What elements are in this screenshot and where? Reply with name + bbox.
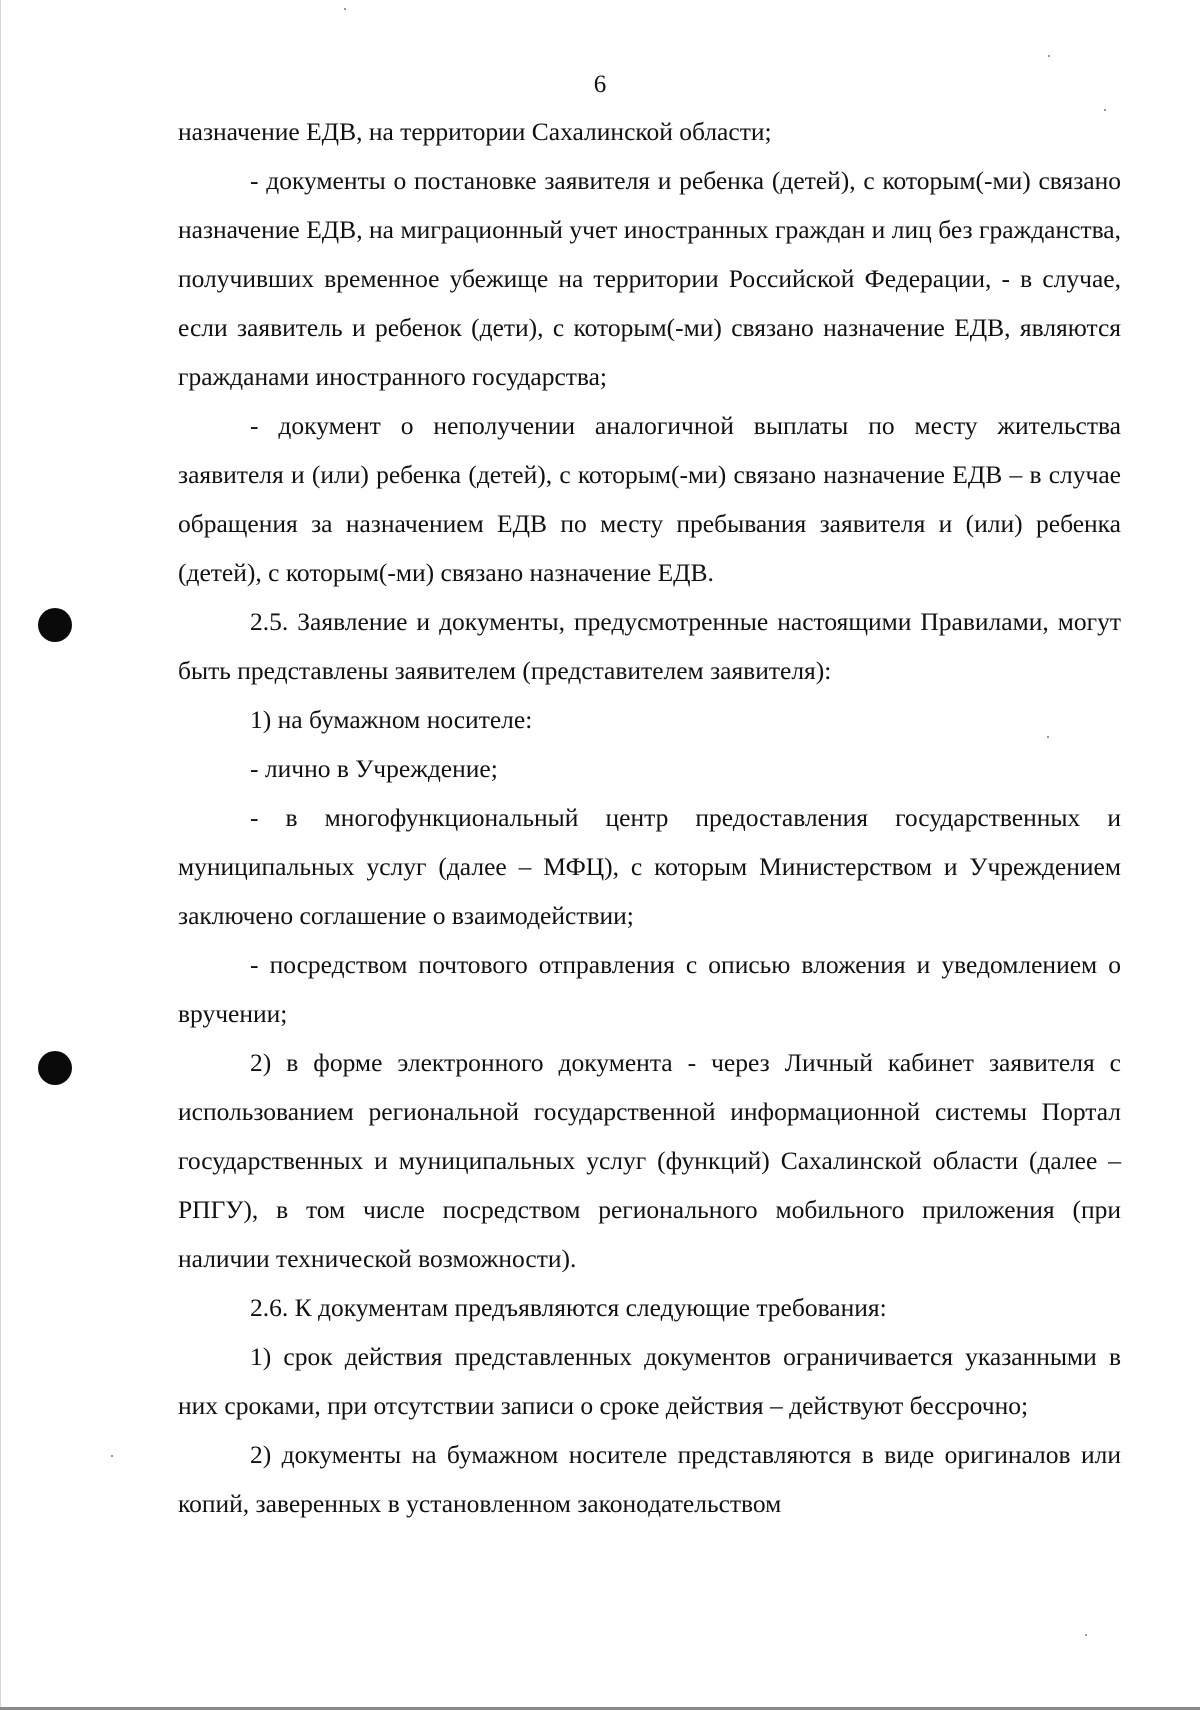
paragraph: - в многофункциональный центр предоставления государственных и муниципальных услуг (далее – МФЦ), с которым Министерством и Учреждением заключено соглашение о взаимодействии; — [178, 803, 1121, 930]
paragraph: 2.5. Заявление и документы, предусмотренные настоящими Правилами, могут быть представлены заявителем (представителем заявителя): — [178, 607, 1121, 685]
page-number: 6 — [593, 71, 607, 98]
paragraph: 2) документы на бумажном носителе представляются в виде оригиналов или копий, заверенных в установленном законодательством — [178, 1440, 1121, 1518]
scan-speck — [1085, 1634, 1087, 1636]
scan-speck — [1048, 55, 1050, 57]
punch-hole — [38, 1051, 72, 1085]
scan-margin-line — [0, 0, 1, 1710]
paragraph: - документ о неполучении аналогичной выплаты по месту жительства заявителя и (или) ребенка (детей), с которым(-ми) связано назначение ЕДВ – в случае обращения за назначением ЕДВ по месту пребывания заявителя и (или) ребенка (детей), с которым(-ми) связано назначение ЕДВ. — [178, 411, 1121, 587]
paragraph: 2) в форме электронного документа - через Личный кабинет заявителя с использованием региональной государственной информационной системы Портал государственных и муниципальных услуг (функций) Сахалинской области (далее – РПГУ), в том числе посредством регионального мобильного приложения (при наличии технической возможности). — [178, 1048, 1121, 1273]
scan-speck — [1047, 736, 1049, 738]
paragraph: - лично в Учреждение; — [250, 754, 498, 783]
paragraph: назначение ЕДВ, на территории Сахалинской области; — [178, 117, 772, 146]
scan-speck — [111, 1455, 113, 1457]
punch-hole — [38, 608, 72, 642]
scan-speck — [344, 8, 346, 10]
paragraph: 1) на бумажном носителе: — [250, 705, 533, 734]
paragraph: 2.6. К документам предъявляются следующие требования: — [250, 1293, 887, 1322]
scan-speck — [1104, 109, 1106, 111]
paragraph: 1) срок действия представленных документов ограничивается указанными в них сроками, при отсутствии записи о сроке действия – действуют бессрочно; — [178, 1342, 1121, 1420]
paragraph: - документы о постановке заявителя и ребенка (детей), с которым(-ми) связано назначение ЕДВ, на миграционный учет иностранных граждан и лиц без гражданства, получивших временное убежище на территории Российской Федерации, - в случае, если заявитель и ребенок (дети), с которым(-ми) связано назначение ЕДВ, являются гражданами иностранного государства; — [178, 166, 1121, 391]
paragraph: - посредством почтового отправления с описью вложения и уведомлением о вручении; — [178, 950, 1121, 1028]
document-body — [178, 107, 1121, 1528]
